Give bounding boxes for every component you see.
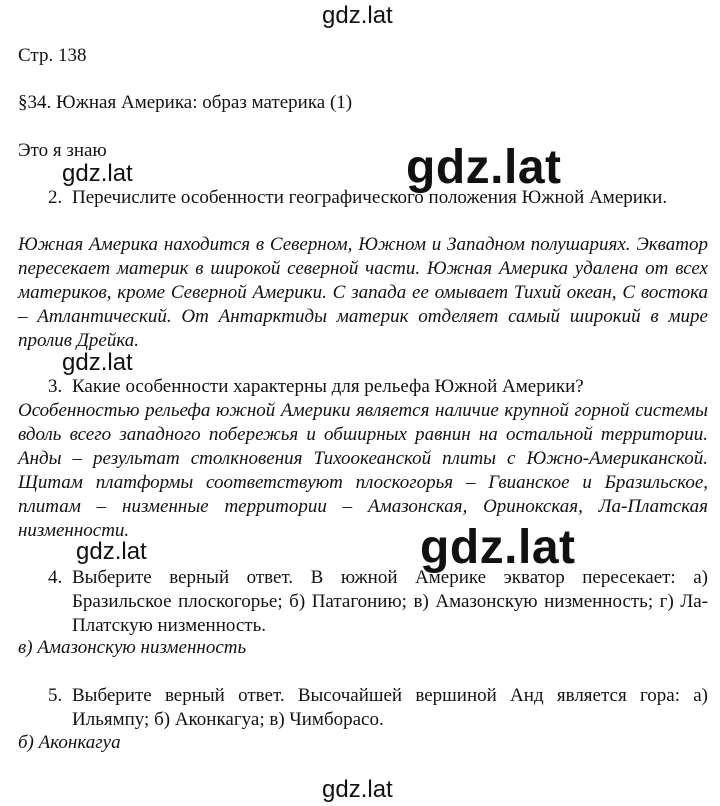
q4-answer: в) Амазонскую низменность (18, 637, 247, 658)
q5-question: Выберите верный ответ. Высочайшей вершиной Анд является гора: а) Ильямпу; б) Аконкагуа; в) Чимборасо. (72, 685, 708, 730)
watermark-q2-small: gdz.lat (62, 160, 133, 187)
q2-number: 2. (48, 187, 63, 208)
q5-number: 5. (48, 685, 63, 706)
q4-question: Выберите верный ответ. В южной Америке экватор пересекает: а) Бразильское плоскогорье; б) Патагонию; в) Амазонскую низменность; г) Ла-Платскую низменность. (72, 567, 708, 636)
known-label: Это я знаю (18, 140, 107, 161)
q3-question: Какие особенности характерны для рельефа Южной Америки? (72, 376, 584, 397)
watermark-q4-small: gdz.lat (76, 538, 147, 565)
watermark-q3-small: gdz.lat (62, 349, 133, 376)
watermark-q2-big: gdz.lat (406, 141, 562, 194)
q3-answer: Особенностью рельефа южной Америки является наличие крупной горной системы вдоль всего западного побережья и обширных равнин на остальной территории. Анды – результат столкновения Тихоокеанской плиты с Южно-Американской. Щитам платформы соответствуют плоскогорья – Гвианское и Бразильское, плитам – низменные территории – Амазонская, Оринокская, Ла-Платская низменности. (18, 400, 708, 541)
q5-answer: б) Аконкагуа (18, 732, 121, 753)
q2-question: Перечислите особенности географического положения Южной Америки. (72, 187, 668, 208)
section-title: §34. Южная Америка: образ материка (1) (18, 92, 353, 113)
q2-answer: Южная Америка находится в Северном, Южном и Западном полушариях. Экватор пересекает материк в широкой северной части. Южная Америка удалена от всех материков, кроме Северной Америки. С запада ее омывает Тихий океан, С востока – Атлантический. От Антарктиды материк отделяет самый широкий в мире пролив Дрейка. (18, 234, 708, 351)
q4-number: 4. (48, 567, 63, 588)
page-label: Стр. 138 (18, 45, 87, 66)
watermark-bottom: gdz.lat (322, 776, 393, 803)
watermark-top: gdz.lat (322, 2, 393, 29)
watermark-q4-big: gdz.lat (420, 521, 576, 574)
q3-number: 3. (48, 376, 63, 397)
